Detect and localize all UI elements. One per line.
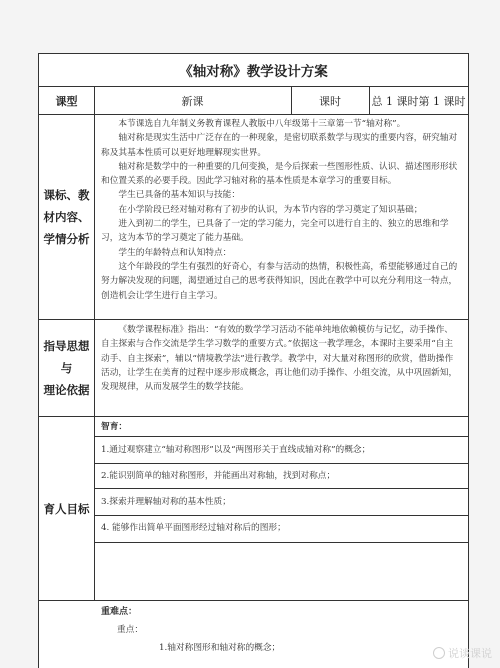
analysis-paragraph: 这个年龄段的学生有强烈的好奇心，有参与活动的热情，积极性高，希望能够通过自己的努力解决发现的问题，渴望通过自己的思考获得知识，因此在教学中可以充分利用这一特点，创造机会让学生进行自主学习。 [101, 261, 458, 301]
hours-value: 总 1 课时第 1 课时 [371, 94, 466, 108]
analysis-content [101, 117, 460, 303]
analysis-paragraph: 学生已具备的基本知识与技能： [118, 190, 241, 201]
analysis-paragraph: 轴对称是数学中的一种重要的几何变换，是今后探索一些图形性质、认识、描述图形形状和位置关系的必要手段。因此学习轴对称的基本性质是本章学习的重要目标。 [101, 161, 458, 187]
analysis-label-line: 材内容、 [43, 210, 90, 224]
goal-item: 4. 能够作出简单平面图形经过轴对称后的图形； [101, 523, 286, 533]
goal-item: 3.探索并理解轴对称的基本性质； [101, 497, 231, 507]
goal-item: 1.通过观察建立“轴对称图形”以及“两图形关于直线成轴对称”的概念； [101, 445, 371, 455]
guidance-content [101, 323, 460, 394]
analysis-section [39, 115, 468, 320]
type-value: 新课 [181, 94, 204, 108]
goal-item: 2.能识别简单的轴对称图形，并能画出对称轴，找到对称点； [101, 471, 336, 481]
watermark-logo-icon [433, 647, 445, 659]
divider [94, 542, 468, 543]
guidance-label-line: 指导思想 [43, 339, 90, 353]
divider [94, 515, 468, 516]
key-points-subtitle: 重难点： [101, 607, 138, 617]
document-title: 《轴对称》教学设计方案 [39, 54, 468, 87]
key-point-item: 1.轴对称图形和轴对称的概念； [159, 643, 281, 653]
analysis-label-line: 学情分析 [43, 232, 90, 246]
analysis-label-line: 课标、教 [43, 188, 90, 202]
guidance-paragraph: 《数学课程标准》指出：“有效的数学学习活动不能单纯地依赖模仿与记忆，动手操作、自主探索与合作交流是学生学习数学的重要方式。”依据这一教学理念，本课时主要采用“自主动手、自主探索”，辅以“情境教学法”进行教学。教学中，对大量对称图形的欣赏，借助操作活动，让学生在美育的过程中逐步形成概念，再让他们动手操作、小组交流，从中巩固新知，发现规律，从而发展学生的数学技能。 [101, 325, 458, 393]
analysis-paragraph: 本节课选自九年制义务教育课程人教版中八年级第十三章第一节“轴对称”。 [118, 119, 406, 129]
watermark-text: 说谈课说 [448, 647, 492, 660]
divider [94, 488, 468, 489]
analysis-paragraph: 进入到初二的学生，已具备了一定的学习能力，完全可以进行自主的、独立的思维和学习，这为本节的学习奠定了能力基础。 [101, 219, 449, 244]
analysis-label [39, 115, 94, 319]
guidance-label-line: 与 [60, 361, 73, 375]
goals-label-text: 育人目标 [43, 501, 90, 516]
guidance-label [39, 320, 94, 416]
type-label: 课型 [55, 94, 78, 108]
key-points-section [39, 601, 468, 668]
divider [94, 320, 95, 416]
analysis-paragraph: 轴对称是现实生活中广泛存在的一种现象，是密切联系数学与现实的重要内容，研究轴对称及其基本性质可以更好地理解现实世界。 [101, 133, 458, 158]
goals-subtitle: 智育： [101, 422, 128, 432]
divider [94, 436, 468, 437]
divider [94, 463, 468, 464]
analysis-paragraph: 学生的年龄特点和认知特点： [118, 247, 232, 258]
lesson-plan-table [38, 53, 469, 668]
goals-label [39, 417, 94, 600]
watermark [433, 645, 492, 661]
divider [94, 417, 95, 600]
hours-label: 课时 [319, 94, 341, 108]
analysis-paragraph: 在小学阶段已经对轴对称有了初步的认识，为本节内容的学习奠定了知识基础； [118, 204, 423, 215]
goals-section [39, 417, 468, 601]
guidance-label-line: 理论依据 [43, 383, 90, 397]
guidance-section [39, 320, 468, 417]
divider [94, 115, 95, 319]
key-points-label: 重点： [117, 625, 144, 635]
header-row [39, 87, 468, 115]
